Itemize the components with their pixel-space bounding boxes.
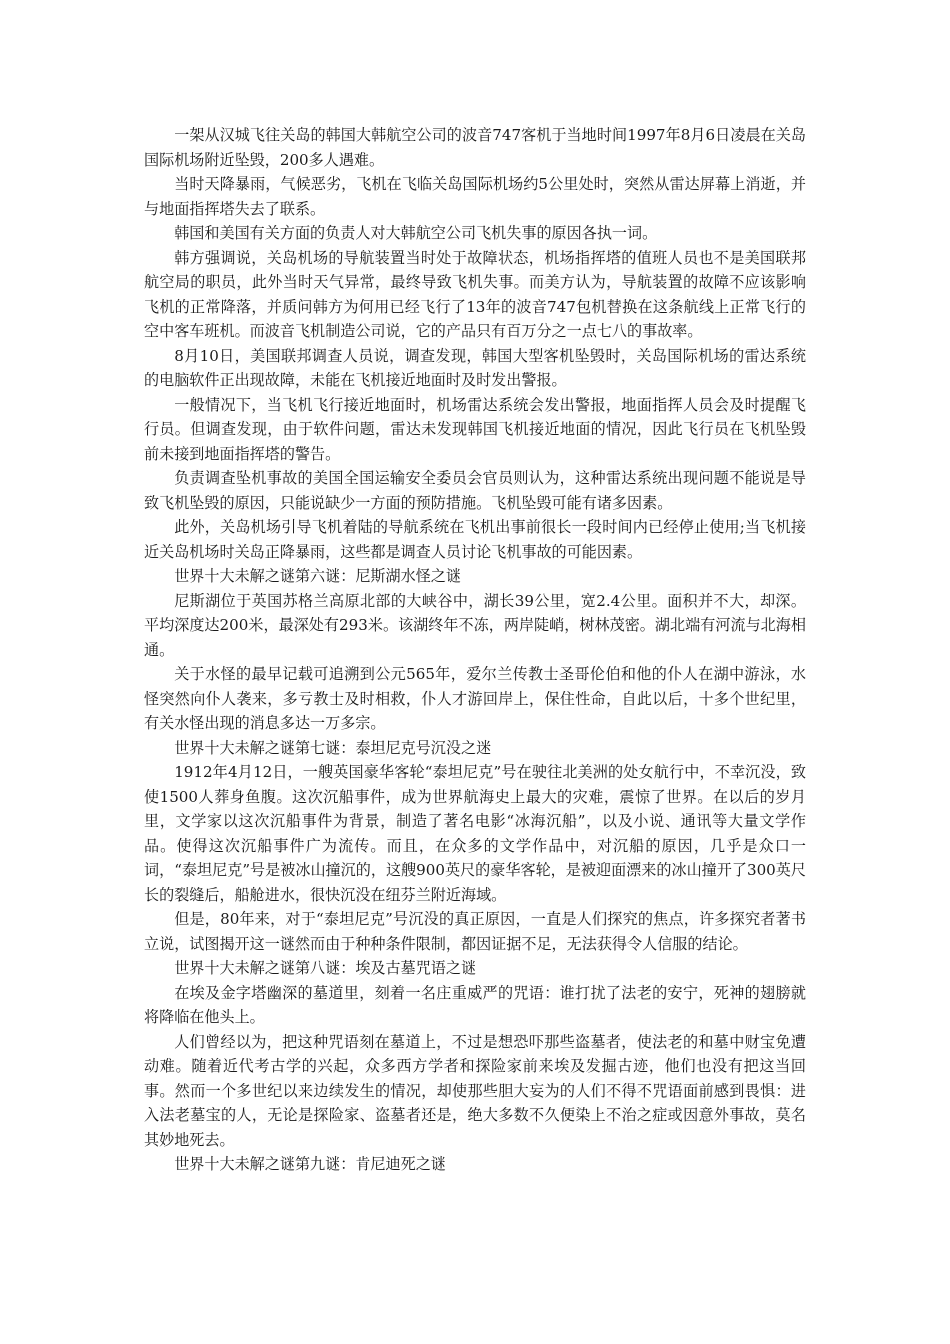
- paragraph: 尼斯湖位于英国苏格兰高原北部的大峡谷中，湖长39公里，宽2.4公里。面积并不大，却深。平均深度达200米，最深处有293米。该湖终年不冻，两岸陡峭，树林茂密。湖北端有河流与北海相通。: [144, 591, 806, 659]
- paragraph: 当时天降暴雨，气候恶劣，飞机在飞临关岛国际机场约5公里处时，突然从雷达屏幕上消逝，并与地面指挥塔失去了联系。: [144, 175, 806, 218]
- paragraph: 但是，80年来，对于“泰坦尼克”号沉没的真正原因，一直是人们探究的焦点，许多探究者著书立说，试图揭开这一谜然而由于种种条件限制，都因证据不足，无法获得令人信服的结论。: [144, 910, 806, 953]
- paragraph: 一般情况下，当飞机飞行接近地面时，机场雷达系统会发出警报，地面指挥人员会及时提醒飞行员。但调查发现，由于软件问题，雷达未发现韩国飞机接近地面的情况，因此飞行员在飞机坠毁前未接到地面指挥塔的警告。: [144, 395, 806, 463]
- section-heading: 世界十大未解之谜第七谜：泰坦尼克号沉没之迷: [174, 738, 492, 757]
- paragraph: 关于水怪的最早记载可追溯到公元565年，爱尔兰传教士圣哥伦伯和他的仆人在湖中游泳，水怪突然向仆人袭来，多亏教士及时相救，仆人才游回岸上，保住性命，自此以后，十多个世纪里，有关水怪出现的消息多达一万多宗。: [144, 665, 806, 732]
- paragraph: 负责调查坠机事故的美国全国运输安全委员会官员则认为，这种雷达系统出现问题不能说是导致飞机坠毁的原因，只能说缺少一方面的预防措施。飞机坠毁可能有诸多因素。: [144, 469, 806, 512]
- paragraph: 韩方强调说，关岛机场的导航装置当时处于故障状态，机场指挥塔的值班人员也不是美国联邦航空局的职员，此外当时天气异常，最终导致飞机失事。而美方认为，导航装置的故障不应该影响飞机的正常降落，并质问韩方为何用已经飞行了13年的波音747包机替换在这条航线上正常飞行的空中客车班机。而波音飞机制造公司说，它的产品只有百万分之一点七八的事故率。: [144, 248, 806, 340]
- paragraph: 韩国和美国有关方面的负责人对大韩航空公司飞机失事的原因各执一词。: [174, 224, 658, 242]
- document-body: [144, 123, 806, 1177]
- paragraph: 在埃及金字塔幽深的墓道里，刻着一名庄重威严的咒语：谁打扰了法老的安宁，死神的翅膀就将降临在他头上。: [144, 983, 806, 1026]
- paragraph: 8月10日，美国联邦调查人员说，调查发现，韩国大型客机坠毁时，关岛国际机场的雷达系统的电脑软件正出现故障，未能在飞机接近地面时及时发出警报。: [144, 346, 806, 389]
- paragraph: 此外，关岛机场引导飞机着陆的导航系统在飞机出事前很长一段时间内已经停止使用;当飞机接近关岛机场时关岛正降暴雨，这些都是调查人员讨论飞机事故的可能因素。: [144, 518, 806, 561]
- section-heading: 世界十大未解之谜第六谜：尼斯湖水怪之谜: [174, 567, 461, 585]
- paragraph: 一架从汉城飞往关岛的韩国大韩航空公司的波音747客机于当地时间1997年8月6日凌晨在关岛国际机场附近坠毁，200多人遇难。: [144, 126, 806, 169]
- paragraph: 人们曾经以为，把这种咒语刻在墓道上，不过是想恐吓那些盗墓者，使法老的和墓中财宝免遭动难。随着近代考古学的兴起，众多西方学者和探险家前来埃及发掘古迹，他们也没有把这当回事。然而一个多世纪以来边续发生的情况，却使那些胆大妄为的人们不得不咒语面前感到畏惧：进入法老墓宝的人，无论是探险家、盗墓者还是，绝大多数不久便染上不治之症或因意外事故，莫名其妙地死去。: [144, 1032, 806, 1149]
- paragraph: 1912年4月12日，一艘英国豪华客轮“泰坦尼克”号在驶往北美洲的处女航行中，不幸沉没，致使1500人葬身鱼腹。这次沉船事件，成为世界航海史上最大的灾难，震惊了世界。在以后的岁月里，文学家以这次沉船事件为背景，制造了著名电影“冰海沉船”，以及小说、通讯等大量文学作品。使得这次沉船事件广为流传。而且，在众多的文学作品中，对沉船的原因，几乎是众口一词，“泰坦尼克”号是被冰山撞沉的，这艘900英尺的豪华客轮，是被迎面漂来的冰山撞开了300英尺长的裂缝后，船舱进水，很快沉没在纽芬兰附近海域。: [144, 763, 806, 904]
- section-heading: 世界十大未解之谜第八谜：埃及古墓咒语之谜: [174, 959, 477, 977]
- section-heading: 世界十大未解之谜第九谜：肯尼迪死之谜: [174, 1155, 446, 1173]
